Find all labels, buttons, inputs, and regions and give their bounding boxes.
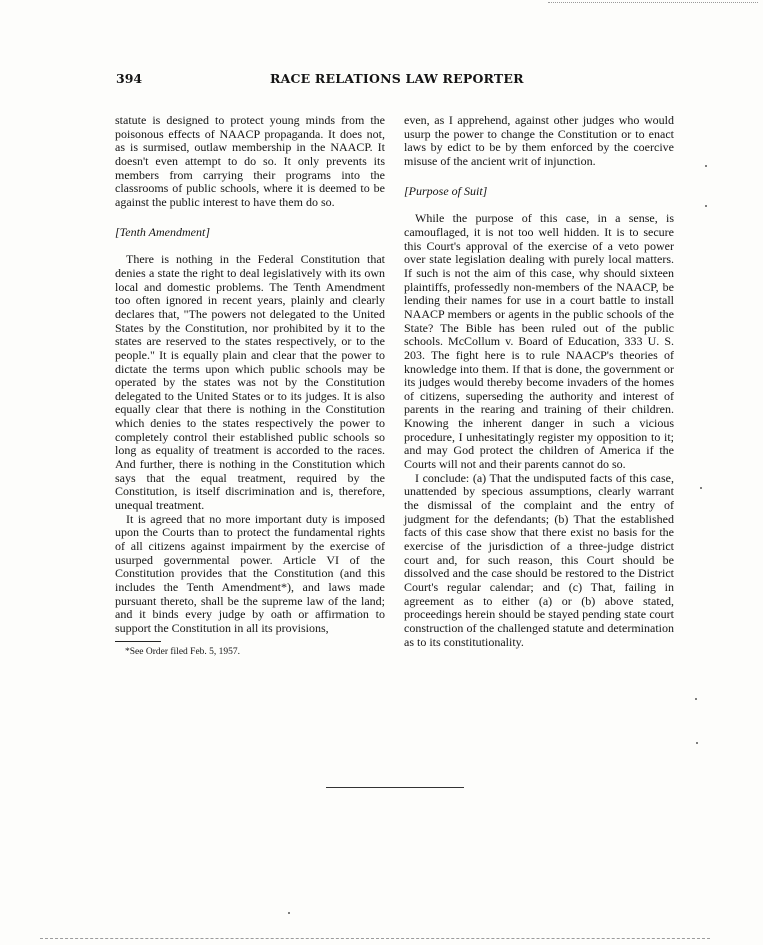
section-heading-tenth-amendment [115,226,385,240]
scan-speck [695,698,697,700]
footnote: *See Order filed Feb. 5, 1957. [125,646,241,657]
scan-speck [288,912,290,914]
running-head: RACE RELATIONS LAW REPORTER [270,71,524,86]
section-heading-purpose-of-suit [404,185,674,199]
end-rule [326,787,464,788]
scan-speck [696,742,698,744]
heading-text: [Tenth Amendment] [115,224,211,239]
right-paragraph-2: While the purpose of this case, in a sense, is camouflaged, it is not too well hidden. It is to secure this Court's approval of the exercise of a veto power over state legislation dealing with purely local matters. If such is not the aim of this case, why should sixteen plaintiffs, professedly non-members of the NAACP, be lending their names for use in a court battle to install NAACP members or agents in the public schools of the State? The Bible has been ruled out of the public schools. McCollum v. Board of Education, 333 U. S. 203. The fight here is to rule NAACP's theories of knowledge into them. If that is done, the government or its judges would thereby become invaders of the homes of citizens, superseding the authority and interest of parents in the rearing and training of their children. Knowing the inherent danger in such a vicious procedure, I unhesitatingly register my opposition to it; and may God protect the children of America if the Courts will not and their parents cannot do so. [404,211,674,472]
left-paragraph-3: It is agreed that no more important duty is imposed upon the Courts than to protect the fundamental rights of all citizens against impairment by the exercise of usurped governmental power. Article VI of the Constitution provides that the Constitution (and this includes the Tenth Amendment*), and laws made pursuant thereto, shall be the supreme law of the land; and it binds every judge by oath or affirmation to support the Constitution in all its provisions, [115,511,385,635]
left-paragraph-1: statute is designed to protect young minds from the poisonous effects of NAACP propaganda. It does not, as is surmised, outlaw membership in the NAACP. It doesn't even attempt to do so. It only prevents its members from carrying their programs into the classrooms of public schools, where it is deemed to be against the public interest to have them do so. [115,113,385,209]
scan-edge-marks [40,938,710,939]
left-paragraph-2: There is nothing in the Federal Constitution that denies a state the right to deal legislatively with its own local and domestic problems. The Tenth Amendment too often ignored in recent years, plainly and clearly declares that, "The powers not delegated to the United States by the Constitution, nor prohibited by it to the states are reserved to the states respectively, or to the people." It is equally plain and clear that the power to dictate the terms upon which public schools may be operated by the states was not by the Constitution delegated to the United States or to its judges. It is also equally clear that there is nothing in the Constitution which denies to the states respectively the power to completely control their established public schools so long as equality of treatment is accorded to the races. And further, there is nothing in the Constitution which says that the equal treatment, required by the Constitution, is itself discrimination and is, therefore, unequal treatment. [115,252,385,513]
scan-speck [705,165,707,167]
scan-speck [700,487,702,489]
right-paragraph-3: I conclude: (a) That the undisputed facts of this case, unattended by specious assumptions, clearly warrant the dismissal of the complaint and the entry of judgment for the defendants; (b) That the established facts of this case show that there exist no basis for the exercise of the jurisdiction of a three-judge district court and, for such reason, this Court should be dissolved and the case should be restored to the District Court's regular calendar; and (c) That, failing in agreement as to either (a) or (b) above stated, proceedings herein should be stayed pending state court construction of the challenged statute and determination as to its constitutionality. [404,470,674,649]
right-column [404,114,674,649]
heading-text: [Purpose of Suit] [404,183,488,198]
page-number: 394 [116,71,143,86]
right-paragraph-1: even, as I apprehend, against other judges who would usurp the power to change the Constitution or to enact laws by edict to be by them enforced by the coercive misuse of the ancient writ of injunction. [404,113,674,168]
footnote-rule [115,641,161,642]
scan-edge-marks [548,2,758,3]
scan-speck [705,205,707,207]
left-column [115,114,385,658]
